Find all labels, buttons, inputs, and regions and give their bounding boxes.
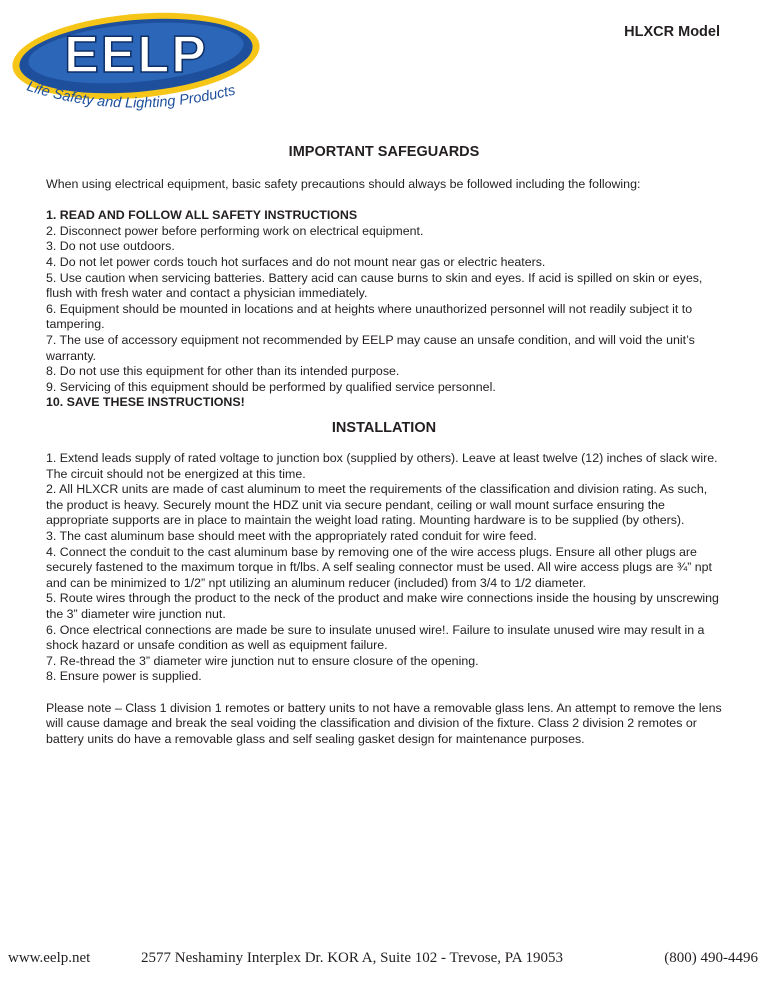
installation-step: 1. Extend leads supply of rated voltage to junction box (supplied by others). Leave at least twelve (12) inches of slack wire. The circuit should not be energized at this time. (46, 451, 718, 481)
safeguard-item: 5. Use caution when servicing batteries. Battery acid can cause burns to skin and eyes. If acid is spilled on skin or eyes, flush with fresh water and contact a physician immediately. (46, 270, 703, 301)
installation-step: 7. Re-thread the 3” diameter wire junction nut to ensure closure of the opening. (46, 653, 479, 668)
installation-step: 3. The cast aluminum base should meet with the appropriately rated conduit for wire feed. (46, 528, 537, 543)
installation-step: 2. All HLXCR units are made of cast aluminum to meet the requirements of the classification and division rating. As such, the product is heavy. Securely mount the HDZ unit via secure pendant, ceiling or wall mount surface ensuring the appropriate supports are in place to maintain the weight load rating. Mounting hardware is to be supplied (by others). (46, 482, 708, 528)
safeguard-item: 8. Do not use this equipment for other than its intended purpose. (46, 364, 400, 379)
footer-website[interactable]: www.eelp.net (8, 950, 91, 966)
safeguards-intro: When using electrical equipment, basic safety precautions should always be followed including the following: (46, 177, 641, 191)
safeguard-item: 2. Disconnect power before performing work on electrical equipment. (46, 223, 424, 238)
safeguard-item: 1. READ AND FOLLOW ALL SAFETY INSTRUCTIONS (46, 208, 358, 223)
logo-wordmark: EELP (64, 26, 208, 84)
safeguard-item: 3. Do not use outdoors. (46, 239, 175, 254)
safeguard-item: 10. SAVE THESE INSTRUCTIONS! (46, 395, 245, 410)
eelp-logo (8, 6, 270, 118)
installation-title: INSTALLATION (331, 420, 437, 436)
installation-note: Please note – Class 1 division 1 remotes or battery units to not have a removable glass lens. An attempt to remove the lens will cause damage and break the seal voiding the classification and division of the fixture. Class 2 division 2 remotes or battery units do have a removable glass and self sealing gasket design for maintenance purposes. (46, 700, 722, 746)
installation-step: 8. Ensure power is supplied. (46, 669, 202, 684)
safeguard-item: 4. Do not let power cords touch hot surfaces and do not mount near gas or electric heaters. (46, 254, 546, 269)
safeguards-title: IMPORTANT SAFEGUARDS (288, 144, 480, 160)
installation-section (46, 451, 726, 747)
safeguard-item: 6. Equipment should be mounted in locations and at heights where unauthorized personnel will not readily subject it to tampering. (46, 301, 693, 332)
footer-address: 2577 Neshaminy Interplex Dr. KOR A, Suite 102 - Trevose, PA 19053 (141, 950, 563, 966)
safeguard-item: 7. The use of accessory equipment not recommended by EELP may cause an unsafe condition, and will void the unit’s warranty. (46, 332, 695, 363)
footer-phone: (800) 490-4496 (664, 950, 758, 966)
safeguards-section (46, 177, 726, 411)
logo-tagline: Life Safety and Lighting Products (24, 78, 237, 112)
installation-step: 4. Connect the conduit to the cast aluminum base by removing one of the wire access plugs. Ensure all other plugs are securely fastened to the maximum torque in ft/lbs. A self sealing connector must be used. All wire access plugs are ¾” npt and can be minimized to 1/2” npt utilizing an aluminum reducer (included) from 3/4 to 1/2 diameter. (46, 544, 712, 590)
safeguard-item: 9. Servicing of this equipment should be performed by qualified service personnel. (46, 379, 496, 394)
installation-step: 6. Once electrical connections are made be sure to insulate unused wire!. Failure to insulate unused wire may result in a shock hazard or unsafe condition as well as equipment failure. (46, 622, 705, 653)
installation-step: 5. Route wires through the product to the neck of the product and make wire connections inside the housing by unscrewing the 3” diameter wire junction nut. (46, 591, 719, 621)
model-name: HLXCR Model (624, 24, 720, 40)
